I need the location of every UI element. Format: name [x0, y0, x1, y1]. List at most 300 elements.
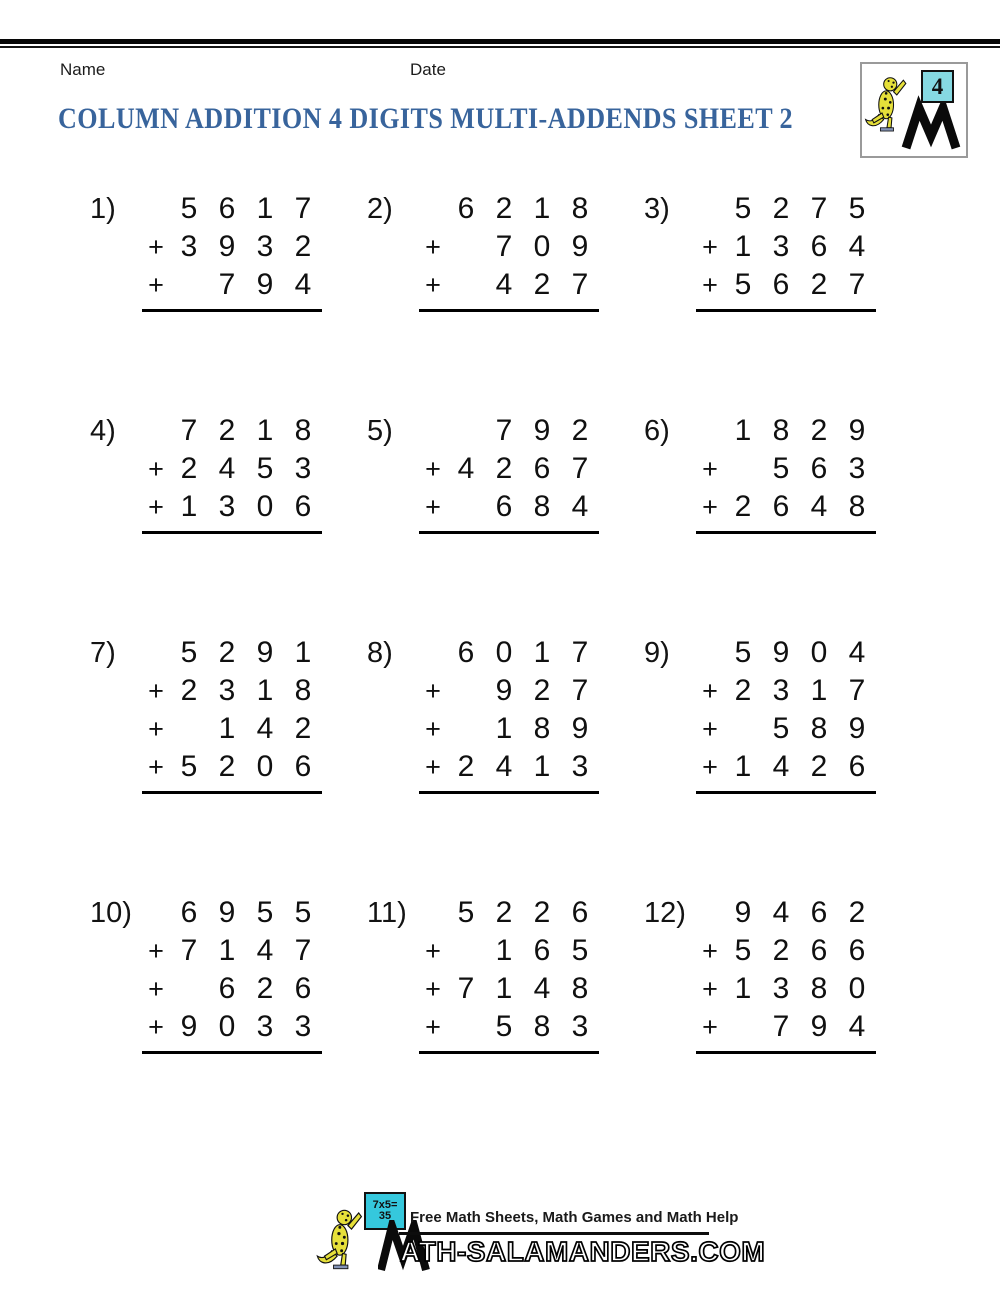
problem-number: 5) [367, 415, 393, 447]
problem-number: 7) [90, 637, 116, 669]
name-field-label: Name [60, 60, 106, 79]
addend-row [142, 970, 322, 1008]
digit: 5 [256, 896, 274, 929]
digit: 6 [294, 750, 312, 783]
addend-row [142, 748, 322, 786]
digit: 4 [772, 750, 790, 783]
digit: 1 [810, 674, 828, 707]
digit: 2 [256, 972, 274, 1005]
digit: 6 [848, 750, 866, 783]
addition-block [142, 894, 322, 1054]
digit [447, 672, 485, 710]
digit: 8 [810, 972, 828, 1005]
plus-sign [419, 190, 447, 228]
digit [724, 450, 762, 488]
digit: 3 [772, 230, 790, 263]
digit: 3 [218, 490, 236, 523]
digit [724, 710, 762, 748]
addend-row [142, 672, 322, 710]
top-divider-thin-line [0, 46, 1000, 48]
digit: 2 [180, 452, 198, 485]
digit: 1 [533, 636, 551, 669]
problem [367, 894, 599, 1054]
digit: 1 [533, 750, 551, 783]
plus-sign: + [148, 936, 164, 966]
addition-block [419, 894, 599, 1054]
digit: 2 [848, 896, 866, 929]
addend-row [419, 266, 599, 304]
problem-number: 10) [90, 897, 132, 929]
digit: 2 [218, 750, 236, 783]
plus-sign [142, 190, 170, 228]
digit: 9 [772, 636, 790, 669]
digit: 6 [810, 896, 828, 929]
digit: 8 [848, 490, 866, 523]
digit: 2 [495, 452, 513, 485]
digit: 5 [734, 268, 752, 301]
plus-sign: + [148, 1012, 164, 1042]
digit: 8 [294, 674, 312, 707]
digit: 8 [533, 1010, 551, 1043]
digit: 3 [571, 1010, 589, 1043]
addend-row [696, 970, 876, 1008]
digit: 1 [495, 712, 513, 745]
addition-block [142, 190, 322, 312]
addend-row [419, 190, 599, 228]
addend-row [419, 634, 599, 672]
digit: 3 [256, 1010, 274, 1043]
digit: 0 [256, 750, 274, 783]
plus-sign [142, 894, 170, 932]
addend-row [696, 672, 876, 710]
digit [170, 266, 208, 304]
problem-number: 11) [367, 897, 407, 929]
digit: 9 [256, 268, 274, 301]
digit: 7 [772, 1010, 790, 1043]
digit: 9 [533, 414, 551, 447]
digit: 6 [294, 490, 312, 523]
plus-sign: + [425, 492, 441, 522]
digit: 5 [734, 636, 752, 669]
digit: 1 [256, 192, 274, 225]
digit: 0 [495, 636, 513, 669]
plus-sign: + [702, 752, 718, 782]
digit: 9 [180, 1010, 198, 1043]
plus-sign: + [425, 232, 441, 262]
digit: 4 [294, 268, 312, 301]
addend-row [696, 266, 876, 304]
digit [447, 412, 485, 450]
digit: 2 [218, 636, 236, 669]
addend-row [142, 190, 322, 228]
problem [644, 412, 876, 534]
digit: 7 [848, 674, 866, 707]
date-field-label: Date [410, 60, 446, 79]
addition-block [696, 634, 876, 794]
digit: 6 [848, 934, 866, 967]
plus-sign [696, 894, 724, 932]
digit: 7 [571, 636, 589, 669]
addend-row [419, 450, 599, 488]
digit: 7 [571, 268, 589, 301]
digit: 6 [772, 268, 790, 301]
plus-sign: + [425, 1012, 441, 1042]
problems-grid [90, 190, 876, 1054]
digit: 3 [294, 1010, 312, 1043]
digit: 2 [734, 674, 752, 707]
digit: 9 [256, 636, 274, 669]
digit: 5 [180, 750, 198, 783]
digit: 2 [294, 712, 312, 745]
plus-sign: + [702, 492, 718, 522]
addend-row [696, 634, 876, 672]
plus-sign [696, 412, 724, 450]
addition-block [419, 634, 599, 794]
digit: 4 [457, 452, 475, 485]
plus-sign: + [148, 232, 164, 262]
problem-number: 12) [644, 897, 686, 929]
digit: 1 [734, 750, 752, 783]
problem [367, 412, 599, 534]
digit: 0 [810, 636, 828, 669]
digit: 4 [810, 490, 828, 523]
digit: 4 [256, 934, 274, 967]
digit: 7 [848, 268, 866, 301]
digit: 9 [848, 712, 866, 745]
problem-number: 4) [90, 415, 116, 447]
problem-number: 8) [367, 637, 393, 669]
digit: 6 [810, 934, 828, 967]
digit: 5 [772, 712, 790, 745]
addend-row [696, 228, 876, 266]
digit: 6 [810, 452, 828, 485]
digit [170, 970, 208, 1008]
plus-sign: + [425, 454, 441, 484]
addend-row [419, 710, 599, 748]
problem [367, 190, 599, 312]
digit [724, 1008, 762, 1046]
digit: 1 [180, 490, 198, 523]
digit: 3 [772, 972, 790, 1005]
digit [447, 1008, 485, 1046]
addend-row [696, 710, 876, 748]
digit: 8 [772, 414, 790, 447]
footer-divider-line [399, 1232, 709, 1235]
addend-row [696, 412, 876, 450]
addition-block [696, 894, 876, 1054]
addend-row [696, 190, 876, 228]
digit: 1 [294, 636, 312, 669]
addend-row [696, 1008, 876, 1046]
plus-sign: + [425, 752, 441, 782]
digit: 1 [218, 934, 236, 967]
addition-block [142, 634, 322, 794]
plus-sign [142, 634, 170, 672]
digit: 4 [848, 230, 866, 263]
digit: 6 [218, 972, 236, 1005]
addend-row [696, 488, 876, 526]
digit: 9 [810, 1010, 828, 1043]
digit: 2 [571, 414, 589, 447]
digit: 2 [734, 490, 752, 523]
digit: 1 [533, 192, 551, 225]
digit: 2 [495, 192, 513, 225]
plus-sign: + [148, 974, 164, 1004]
digit: 2 [772, 192, 790, 225]
digit [447, 932, 485, 970]
digit: 2 [810, 268, 828, 301]
addend-row [142, 1008, 322, 1046]
digit: 4 [571, 490, 589, 523]
problem [90, 190, 322, 312]
digit: 9 [734, 896, 752, 929]
footer-site-name: ATH-SALAMANDERS.COM [400, 1236, 766, 1267]
digit: 1 [734, 972, 752, 1005]
digit: 7 [218, 268, 236, 301]
digit [447, 488, 485, 526]
digit: 6 [294, 972, 312, 1005]
digit: 7 [495, 414, 513, 447]
digit: 4 [256, 712, 274, 745]
digit: 2 [533, 674, 551, 707]
digit: 5 [180, 636, 198, 669]
digit: 8 [294, 414, 312, 447]
digit: 7 [180, 934, 198, 967]
digit: 3 [772, 674, 790, 707]
plus-sign: + [148, 752, 164, 782]
addend-row [142, 894, 322, 932]
digit: 7 [294, 934, 312, 967]
digit: 6 [571, 896, 589, 929]
digit [447, 710, 485, 748]
plus-sign: + [425, 974, 441, 1004]
digit: 6 [533, 934, 551, 967]
digit: 5 [180, 192, 198, 225]
footer-tagline: Free Math Sheets, Math Games and Math Help [410, 1209, 739, 1226]
math-salamanders-grade-logo [860, 62, 968, 158]
addend-row [419, 970, 599, 1008]
digit: 6 [457, 192, 475, 225]
plus-sign: + [148, 714, 164, 744]
problem [90, 894, 322, 1054]
addend-row [142, 634, 322, 672]
digit: 3 [256, 230, 274, 263]
digit: 1 [495, 934, 513, 967]
plus-sign [696, 634, 724, 672]
digit [170, 710, 208, 748]
addend-row [696, 894, 876, 932]
digit: 1 [734, 230, 752, 263]
addend-row [142, 228, 322, 266]
problem-number: 2) [367, 193, 393, 225]
digit: 4 [772, 896, 790, 929]
digit: 8 [810, 712, 828, 745]
digit: 9 [571, 712, 589, 745]
addend-row [696, 932, 876, 970]
footer-logo [298, 1192, 766, 1282]
addend-row [142, 932, 322, 970]
digit: 5 [495, 1010, 513, 1043]
grade-number-badge: 4 [921, 70, 954, 103]
plus-sign: + [148, 270, 164, 300]
addition-block [696, 190, 876, 312]
addend-row [419, 672, 599, 710]
digit: 2 [218, 414, 236, 447]
addend-row [142, 488, 322, 526]
digit: 6 [495, 490, 513, 523]
addend-row [419, 488, 599, 526]
chalkboard-line2: 35 [378, 1210, 392, 1222]
addition-block [419, 190, 599, 312]
digit: 2 [495, 896, 513, 929]
addend-row [696, 748, 876, 786]
digit: 8 [533, 490, 551, 523]
plus-sign: + [425, 936, 441, 966]
m-monogram-icon [906, 108, 956, 148]
digit: 0 [848, 972, 866, 1005]
plus-sign: + [702, 676, 718, 706]
digit: 6 [533, 452, 551, 485]
digit: 3 [848, 452, 866, 485]
digit: 2 [772, 934, 790, 967]
digit: 4 [495, 750, 513, 783]
addend-row [142, 710, 322, 748]
digit: 9 [218, 896, 236, 929]
digit: 6 [180, 896, 198, 929]
digit: 3 [571, 750, 589, 783]
digit: 4 [848, 1010, 866, 1043]
addend-row [419, 932, 599, 970]
plus-sign: + [702, 714, 718, 744]
plus-sign: + [425, 270, 441, 300]
plus-sign: + [702, 936, 718, 966]
digit: 3 [180, 230, 198, 263]
digit: 9 [495, 674, 513, 707]
plus-sign: + [148, 492, 164, 522]
plus-sign: + [702, 974, 718, 1004]
digit: 3 [294, 452, 312, 485]
addend-row [142, 266, 322, 304]
addend-row [142, 412, 322, 450]
digit [447, 266, 485, 304]
addend-row [419, 228, 599, 266]
problem-number: 1) [90, 193, 116, 225]
addend-row [696, 450, 876, 488]
digit: 9 [848, 414, 866, 447]
digit: 2 [810, 414, 828, 447]
digit: 5 [772, 452, 790, 485]
top-divider [0, 39, 1000, 48]
chalkboard-line1: 7x5= [372, 1199, 398, 1211]
digit: 7 [180, 414, 198, 447]
digit: 1 [256, 414, 274, 447]
digit: 2 [533, 268, 551, 301]
plus-sign [419, 634, 447, 672]
plus-sign: + [148, 676, 164, 706]
digit: 0 [256, 490, 274, 523]
addition-block [696, 412, 876, 534]
digit: 2 [457, 750, 475, 783]
problem [90, 412, 322, 534]
digit: 2 [180, 674, 198, 707]
digit: 4 [848, 636, 866, 669]
digit: 5 [294, 896, 312, 929]
addition-block [142, 412, 322, 534]
digit: 7 [294, 192, 312, 225]
problem-number: 6) [644, 415, 670, 447]
digit: 7 [571, 452, 589, 485]
page-title: COLUMN ADDITION 4 DIGITS MULTI-ADDENDS SHEET 2 [58, 102, 794, 135]
digit: 8 [571, 972, 589, 1005]
digit: 4 [533, 972, 551, 1005]
plus-sign [419, 894, 447, 932]
digit: 7 [810, 192, 828, 225]
digit: 7 [495, 230, 513, 263]
digit: 5 [848, 192, 866, 225]
digit: 6 [772, 490, 790, 523]
problem [367, 634, 599, 794]
addend-row [419, 748, 599, 786]
digit: 5 [256, 452, 274, 485]
digit: 4 [495, 268, 513, 301]
digit: 5 [734, 192, 752, 225]
digit: 7 [457, 972, 475, 1005]
digit: 1 [256, 674, 274, 707]
plus-sign [142, 412, 170, 450]
plus-sign [419, 412, 447, 450]
digit: 1 [218, 712, 236, 745]
problem [644, 634, 876, 794]
digit: 0 [218, 1010, 236, 1043]
digit: 8 [533, 712, 551, 745]
digit: 5 [571, 934, 589, 967]
plus-sign: + [425, 714, 441, 744]
digit: 8 [571, 192, 589, 225]
digit: 2 [810, 750, 828, 783]
digit: 0 [533, 230, 551, 263]
digit: 3 [218, 674, 236, 707]
digit: 5 [734, 934, 752, 967]
digit: 5 [457, 896, 475, 929]
addend-row [419, 894, 599, 932]
addend-row [419, 412, 599, 450]
plus-sign: + [702, 1012, 718, 1042]
problem-number: 9) [644, 637, 670, 669]
digit: 6 [810, 230, 828, 263]
problem [90, 634, 322, 794]
digit: 2 [533, 896, 551, 929]
plus-sign: + [702, 232, 718, 262]
plus-sign [696, 190, 724, 228]
problem [644, 190, 876, 312]
plus-sign: + [702, 270, 718, 300]
digit: 1 [734, 414, 752, 447]
problem [644, 894, 876, 1054]
addend-row [419, 1008, 599, 1046]
digit [447, 228, 485, 266]
digit: 2 [294, 230, 312, 263]
plus-sign: + [425, 676, 441, 706]
digit: 4 [218, 452, 236, 485]
digit: 9 [218, 230, 236, 263]
digit: 6 [218, 192, 236, 225]
digit: 7 [571, 674, 589, 707]
plus-sign: + [148, 454, 164, 484]
addition-block [419, 412, 599, 534]
plus-sign: + [702, 454, 718, 484]
digit: 1 [495, 972, 513, 1005]
digit: 9 [571, 230, 589, 263]
